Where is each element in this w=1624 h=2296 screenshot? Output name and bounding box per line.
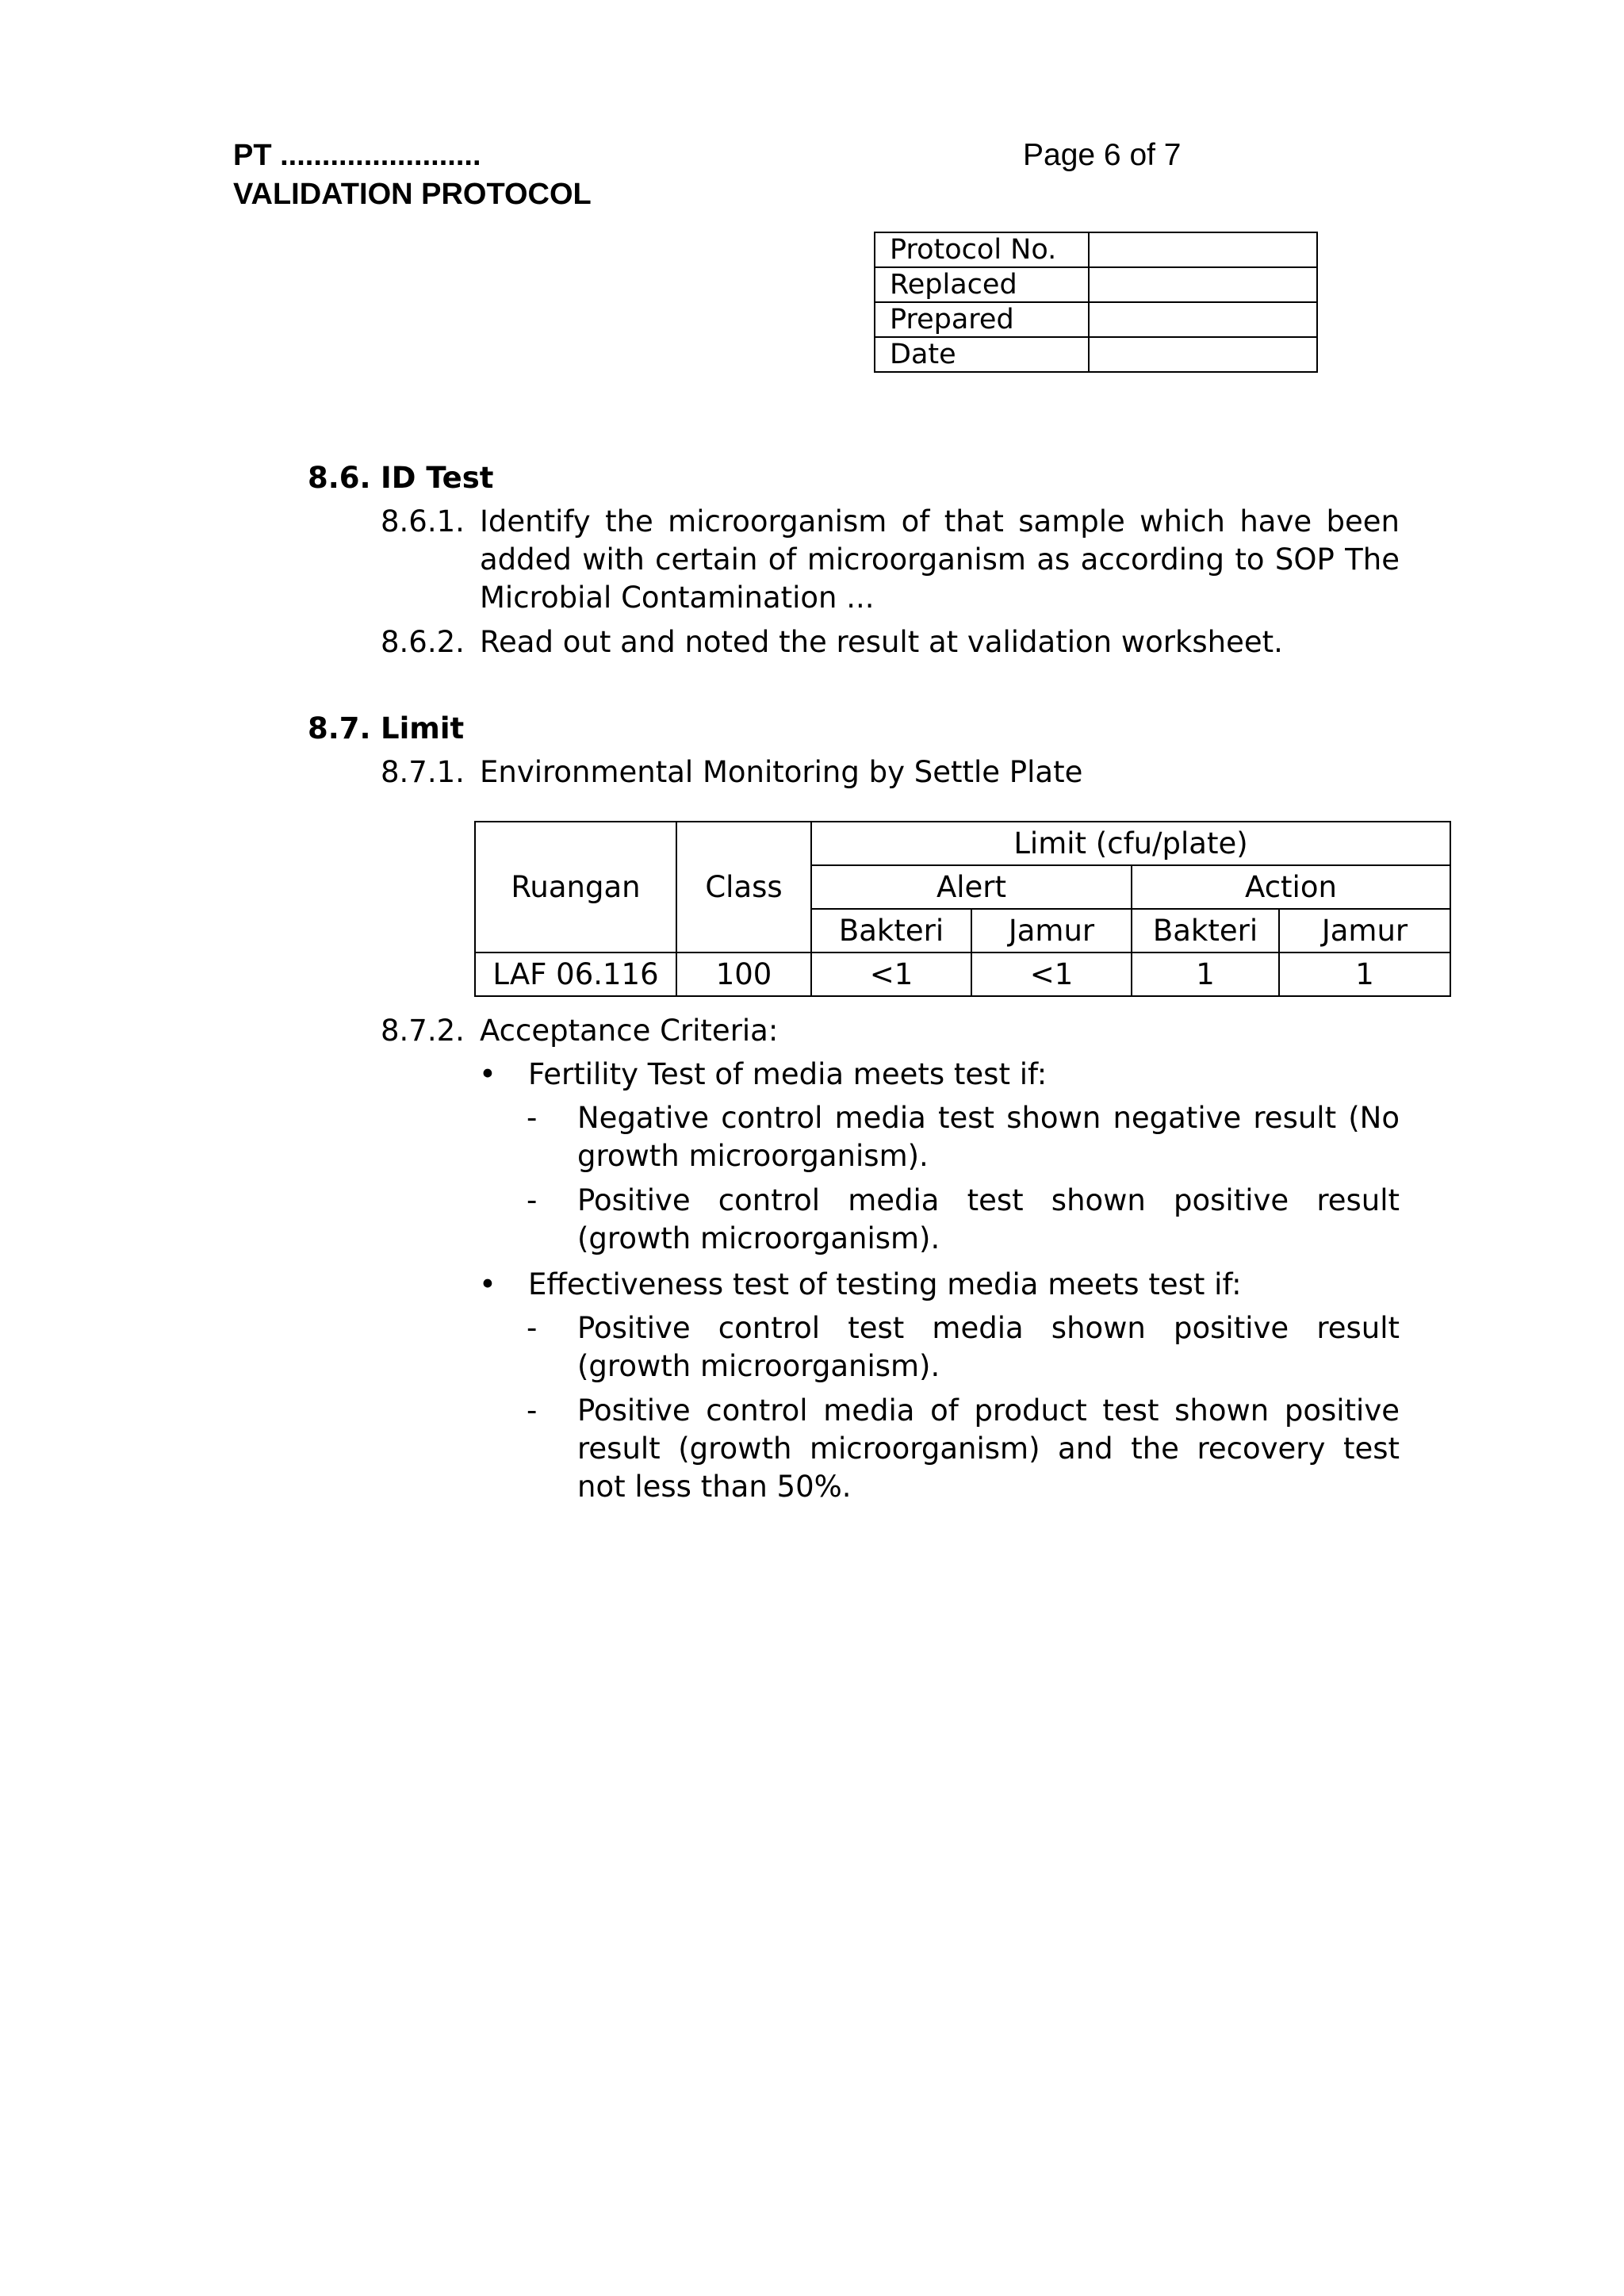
item-number: 8.6.2. <box>381 625 465 659</box>
limit-table <box>474 821 1451 997</box>
item-number: 8.7.1. <box>381 755 465 789</box>
company-name: PT ........................ <box>233 139 481 172</box>
col-header-action: Action <box>1132 865 1450 909</box>
meta-label: Date <box>875 337 1089 372</box>
item-number: 8.7.2. <box>381 1014 465 1048</box>
meta-label: Replaced <box>875 267 1089 302</box>
dash-icon: - <box>527 1101 538 1135</box>
bullet-icon: • <box>479 1267 496 1301</box>
cell-alert-bakteri: <1 <box>811 953 971 996</box>
sub-item-text: Negative control media test shown negative result (No growth microorganism). <box>577 1101 1400 1173</box>
meta-row-replaced <box>875 267 1317 302</box>
cell-room: LAF 06.116 <box>475 953 676 996</box>
col-header-bakteri: Bakteri <box>1132 909 1279 953</box>
sub-item-text: Positive control media of product test shown positive result (growth microorganism) and the recovery test not less than 50%. <box>577 1393 1400 1504</box>
bullet-text: Fertility Test of media meets test if: <box>528 1057 1048 1091</box>
dash-icon: - <box>527 1311 538 1345</box>
meta-value <box>1089 267 1317 302</box>
item-text: Read out and noted the result at validation worksheet. <box>480 625 1283 659</box>
meta-value <box>1089 302 1317 337</box>
meta-row-protocol-no <box>875 232 1317 267</box>
section-title: ID Test <box>381 461 494 495</box>
table-row <box>475 953 1450 996</box>
bullet-text: Effectiveness test of testing media meets test if: <box>528 1267 1242 1301</box>
meta-value <box>1089 232 1317 267</box>
sub-item-text: Positive control test media shown positive result (growth microorganism). <box>577 1311 1400 1383</box>
meta-label: Protocol No. <box>875 232 1089 267</box>
col-header-alert: Alert <box>811 865 1132 909</box>
meta-row-prepared <box>875 302 1317 337</box>
protocol-meta-table <box>874 232 1318 373</box>
col-header-bakteri: Bakteri <box>811 909 971 953</box>
item-text: Acceptance Criteria: <box>480 1014 779 1048</box>
cell-class: 100 <box>676 953 811 996</box>
col-header-jamur: Jamur <box>1279 909 1450 953</box>
document-type: VALIDATION PROTOCOL <box>233 178 592 211</box>
col-header-jamur: Jamur <box>971 909 1132 953</box>
section-number: 8.6. <box>308 461 371 495</box>
section-number: 8.7. <box>308 711 371 746</box>
page-number: Page 6 of 7 <box>1023 138 1182 172</box>
table-header-row <box>475 822 1450 865</box>
item-number: 8.6.1. <box>381 504 465 539</box>
col-header-limit: Limit (cfu/plate) <box>811 822 1450 865</box>
dash-icon: - <box>527 1393 538 1428</box>
cell-action-bakteri: 1 <box>1132 953 1279 996</box>
cell-alert-jamur: <1 <box>971 953 1132 996</box>
meta-label: Prepared <box>875 302 1089 337</box>
section-title: Limit <box>381 711 465 746</box>
col-header-class: Class <box>676 822 811 953</box>
bullet-icon: • <box>479 1057 496 1091</box>
item-text: Environmental Monitoring by Settle Plate <box>480 755 1083 789</box>
dash-icon: - <box>527 1183 538 1217</box>
col-header-room: Ruangan <box>475 822 676 953</box>
meta-row-date <box>875 337 1317 372</box>
cell-action-jamur: 1 <box>1279 953 1450 996</box>
meta-value <box>1089 337 1317 372</box>
item-text: Identify the microorganism of that sample which have been added with certain of microorganism as according to SOP The Microbial Contamination ... <box>480 504 1400 615</box>
sub-item-text: Positive control media test shown positive result (growth microorganism). <box>577 1183 1400 1255</box>
